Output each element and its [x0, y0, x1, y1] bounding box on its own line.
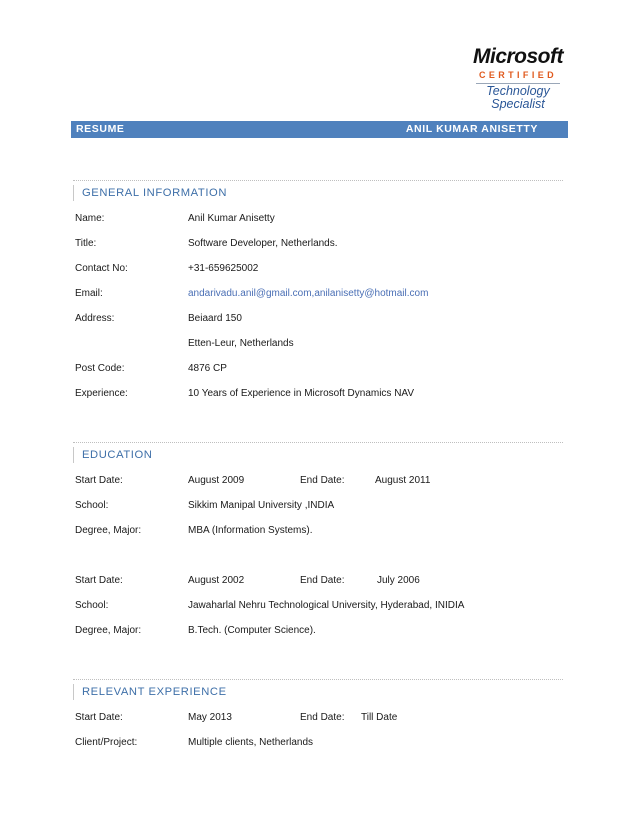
- field-label: Contact No:: [75, 263, 128, 274]
- field-label: End Date:: [300, 475, 345, 486]
- field-value: Till Date: [361, 712, 398, 723]
- section-divider: [73, 684, 74, 700]
- field-label: School:: [75, 600, 109, 611]
- field-value: Software Developer, Netherlands.: [188, 238, 338, 249]
- field-label: Client/Project:: [75, 737, 138, 748]
- section-divider: [73, 447, 74, 463]
- field-label: School:: [75, 500, 109, 511]
- field-value: 10 Years of Experience in Microsoft Dynamics NAV: [188, 388, 415, 399]
- section-general-information: [73, 180, 563, 199]
- field-label: Name:: [75, 213, 105, 224]
- field-value: Multiple clients, Netherlands: [188, 737, 314, 748]
- field-label: Title:: [75, 238, 97, 249]
- field-label: End Date:: [300, 712, 345, 723]
- microsoft-certified-logo: [472, 46, 564, 110]
- section-education: [73, 442, 563, 461]
- field-label: Email:: [75, 288, 103, 299]
- resume-banner: [71, 121, 568, 138]
- field-value: August 2002: [188, 575, 245, 586]
- field-label: Post Code:: [75, 363, 125, 374]
- field-value: July 2006: [377, 575, 420, 586]
- field-value: May 2013: [188, 712, 232, 723]
- logo-technology: Technology: [486, 84, 550, 98]
- banner-resume-label: RESUME: [76, 123, 125, 135]
- field-value: +31-659625002: [188, 263, 259, 274]
- logo-brand: Microsoft: [473, 45, 563, 68]
- field-value: MBA (Information Systems).: [188, 525, 313, 536]
- section-title: GENERAL INFORMATION: [82, 187, 228, 199]
- field-value: Anil Kumar Anisetty: [188, 213, 275, 224]
- section-divider: [73, 185, 74, 201]
- field-value: August 2011: [375, 475, 431, 486]
- field-value: 4876 CP: [188, 363, 227, 374]
- field-label: End Date:: [300, 575, 345, 586]
- section-title: EDUCATION: [82, 449, 153, 461]
- field-value: B.Tech. (Computer Science).: [188, 625, 316, 636]
- logo-certified: CERTIFIED: [478, 70, 558, 80]
- field-value: Etten-Leur, Netherlands: [188, 338, 294, 349]
- field-label: Degree, Major:: [75, 625, 142, 636]
- logo-specialist: Specialist: [491, 97, 545, 111]
- section-title: RELEVANT EXPERIENCE: [82, 686, 227, 698]
- field-label: Experience:: [75, 388, 128, 399]
- field-label: Degree, Major:: [75, 525, 142, 536]
- field-value: August 2009: [188, 475, 245, 486]
- section-relevant-experience: [73, 679, 563, 698]
- field-label: Start Date:: [75, 575, 123, 586]
- email-link[interactable]: andarivadu.anil@gmail.com,anilanisetty@hotmail.com: [188, 288, 429, 299]
- field-label: Start Date:: [75, 712, 123, 723]
- field-label: Start Date:: [75, 475, 123, 486]
- field-value: Jawaharlal Nehru Technological University, Hyderabad, INIDIA: [188, 600, 465, 611]
- banner-candidate-name: ANIL KUMAR ANISETTY: [405, 123, 538, 135]
- field-value: Sikkim Manipal University ,INDIA: [188, 500, 335, 511]
- field-label: Address:: [75, 313, 115, 324]
- field-value: Beiaard 150: [188, 313, 242, 324]
